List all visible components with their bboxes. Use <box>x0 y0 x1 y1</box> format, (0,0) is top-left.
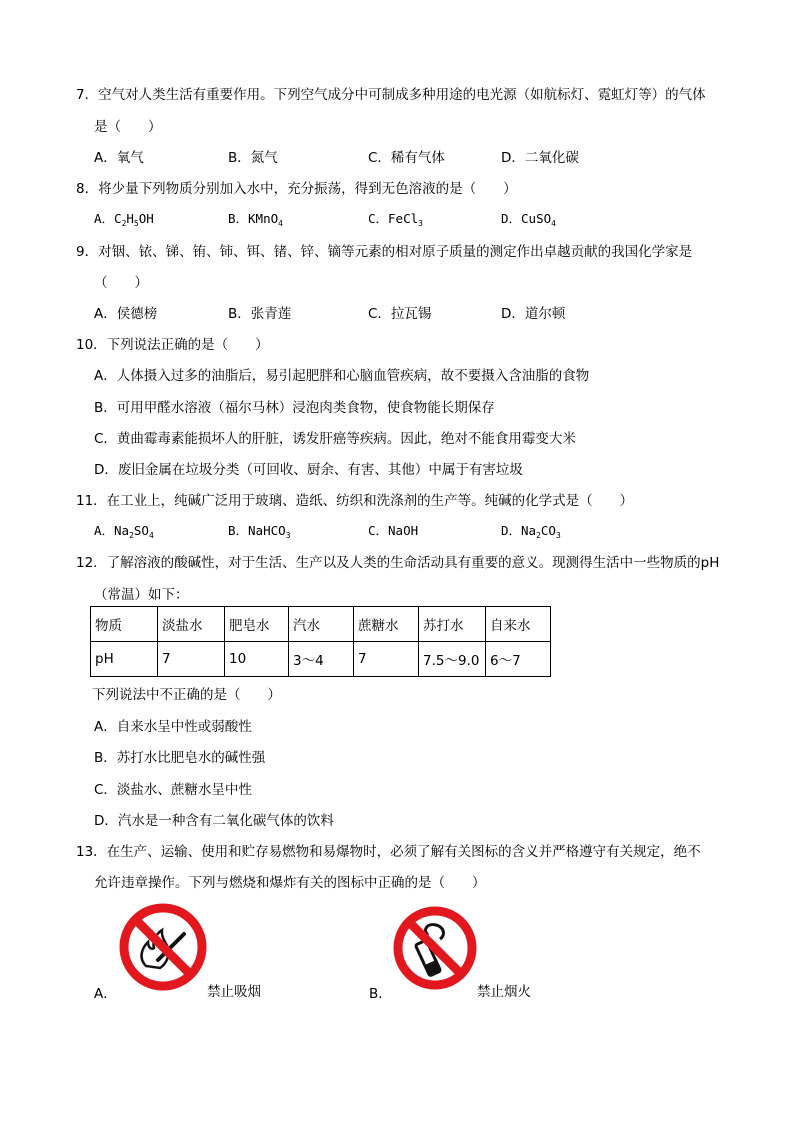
table-header-cell: 肥皂水 <box>225 607 289 642</box>
q9-option-b: B．张青莲 <box>228 306 292 322</box>
table-cell: 7 <box>354 642 419 677</box>
q12-option-b: B．苏打水比肥皂水的碱性强 <box>94 750 266 766</box>
q8-option-a: A．$C_2H_5OH$ <box>94 211 154 228</box>
q13-option-a-letter: A． <box>94 986 117 1002</box>
q9-stem-line2: （ ） <box>94 275 148 291</box>
q12-option-d: D．汽水是一种含有二氧化碳气体的饮料 <box>94 813 334 829</box>
table-cell: 10 <box>225 642 289 677</box>
q12-sub-question: 下列说法中不正确的是（ ） <box>92 687 281 703</box>
table-header-cell: 蔗糖水 <box>354 607 419 642</box>
q13-option-b-caption: 禁止烟火 <box>477 984 531 1000</box>
table-cell: 6～7 <box>486 642 551 677</box>
ph-table <box>90 606 551 677</box>
q9-option-d: D．道尔顿 <box>501 306 566 322</box>
table-cell: pH <box>91 642 158 677</box>
q9-option-a: A．侯德榜 <box>94 306 158 322</box>
table-cell: 7.5～9.0 <box>419 642 486 677</box>
q11-option-d: D．$Na_2CO_3$ <box>501 523 561 540</box>
q7-stem-line2: 是（ ） <box>94 119 162 135</box>
q8-option-c: C．FeCl$_3$ <box>368 211 423 228</box>
q7-option-a: A．氧气 <box>94 150 144 166</box>
table-header-cell: 物质 <box>91 607 158 642</box>
table-header-cell: 淡盐水 <box>158 607 225 642</box>
q13-option-a-caption: 禁止吸烟 <box>207 984 261 1000</box>
q12-option-a: A．自来水呈中性或弱酸性 <box>94 719 252 735</box>
q13-option-b-letter: B． <box>369 986 392 1002</box>
q10-option-c: C．黄曲霉毒素能损坏人的肝脏，诱发肝癌等疾病。因此，绝对不能食用霉变大米 <box>94 431 576 447</box>
q13-stem-line2: 允许违章操作。下列与燃烧和爆炸有关的图标中正确的是（ ） <box>94 875 486 891</box>
table-row <box>91 607 551 642</box>
q11-option-a: A．$Na_2SO_4$ <box>94 523 154 540</box>
q8-stem: 8．将少量下列物质分别加入水中，充分振荡，得到无色溶液的是（ ） <box>76 181 517 197</box>
q7-option-c: C．稀有气体 <box>368 150 445 166</box>
q7-stem-line1: 7．空气对人类生活有重要作用。下列空气成分中可制成多种用途的电光源（如航标灯、霓虹灯等）的气体 <box>76 87 706 103</box>
no-fire-sign-icon <box>118 902 208 992</box>
q10-stem: 10．下列说法正确的是（ ） <box>76 337 269 353</box>
table-header-cell: 苏打水 <box>419 607 486 642</box>
q11-option-c: C．NaOH <box>368 523 419 538</box>
q9-stem-line1: 9．对铟、铱、锑、铕、铈、铒、锗、锌、镝等元素的相对原子质量的测定作出卓越贡献的我国化学家是 <box>76 244 693 260</box>
q7-option-d: D．二氧化碳 <box>501 150 579 166</box>
q10-option-a: A．人体摄入过多的油脂后，易引起肥胖和心脑血管疾病，故不要摄入含油脂的食物 <box>94 368 590 384</box>
q12-option-c: C．淡盐水、蔗糖水呈中性 <box>94 782 252 798</box>
table-cell: 3～4 <box>289 642 354 677</box>
q13-stem-line1: 13．在生产、运输、使用和贮存易燃物和易爆物时，必须了解有关图标的含义并严格遵守有关规定，绝不 <box>76 844 701 860</box>
q10-option-b: B．可用甲醛水溶液（福尔马林）浸泡肉类食物，使食物能长期保存 <box>94 400 495 416</box>
no-smoking-sign-icon <box>392 905 478 991</box>
q9-option-c: C．拉瓦锡 <box>368 306 432 322</box>
q8-option-d: D．CuSO$_4$ <box>501 211 556 228</box>
q8-option-b: B．KMnO$_4$ <box>228 211 283 228</box>
table-header-cell: 自来水 <box>486 607 551 642</box>
table-row <box>91 642 551 677</box>
q12-stem-line1: 12．了解溶液的酸碱性，对于生活、生产以及人类的生命活动具有重要的意义。现测得生活中一些物质的pH <box>76 555 720 571</box>
q11-option-b: B．NaHCO$_3$ <box>228 523 291 540</box>
q7-option-b: B．氮气 <box>228 150 278 166</box>
q10-option-d: D．废旧金属在垃圾分类（可回收、厨余、有害、其他）中属于有害垃圾 <box>94 462 523 478</box>
q11-stem: 11．在工业上，纯碱广泛用于玻璃、造纸、纺织和洗涤剂的生产等。纯碱的化学式是（ ） <box>76 493 634 509</box>
table-cell: 7 <box>158 642 225 677</box>
table-header-cell: 汽水 <box>289 607 354 642</box>
q12-stem-line2: （常温）如下： <box>94 587 189 603</box>
